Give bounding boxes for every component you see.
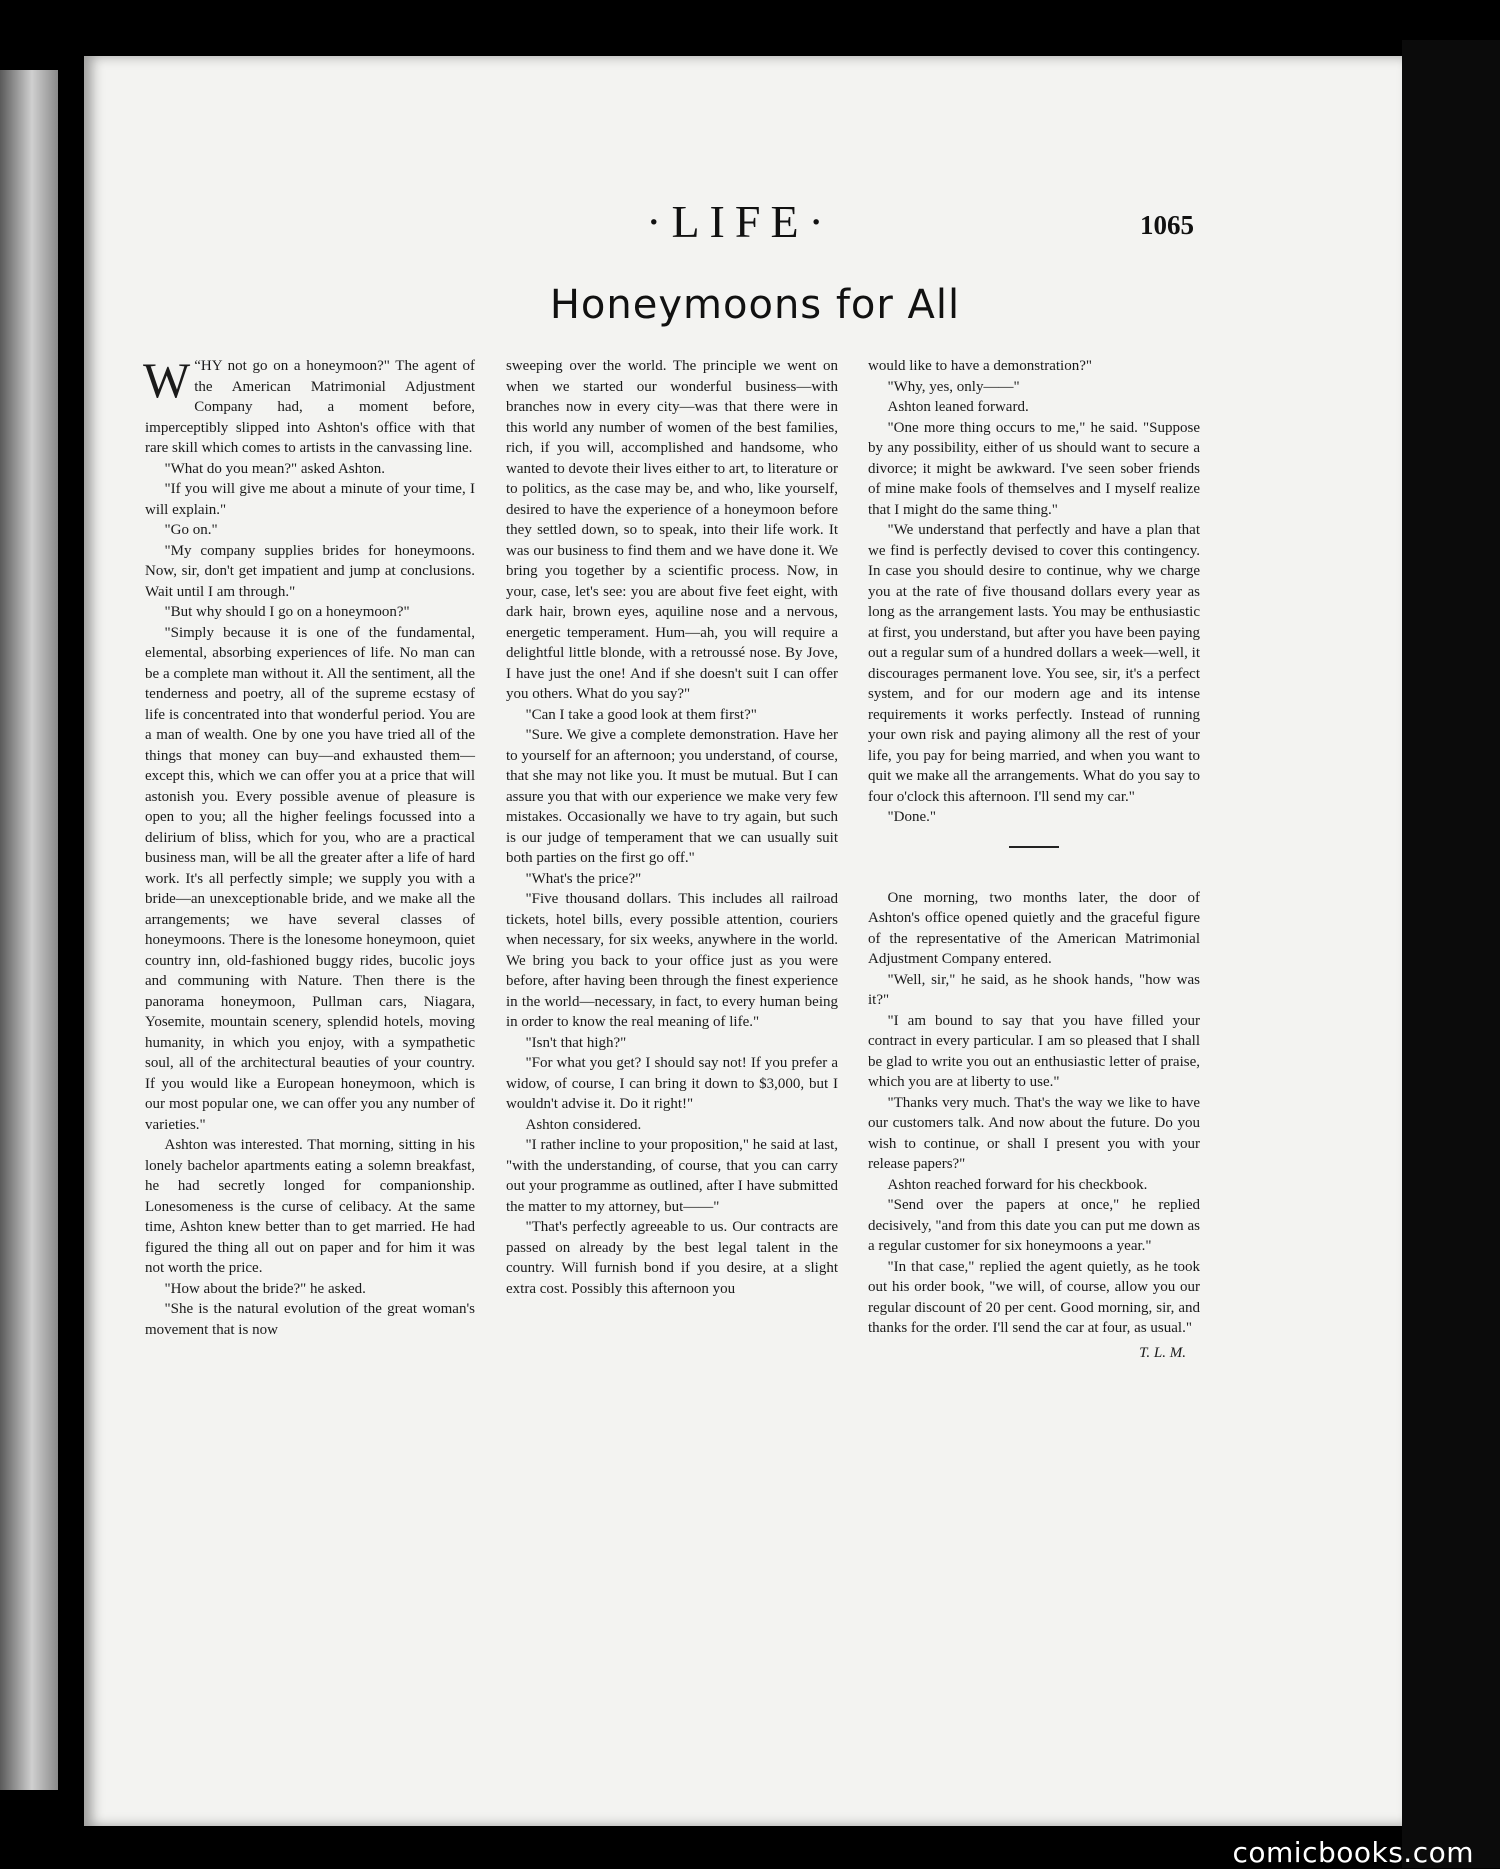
paragraph: "In that case," replied the agent quietly, as he took out his order book, "we will, of course, allow you our regular discount of 20 per cent. Good morning, sir, and thanks for the order. I'll send the car at four, as usual." bbox=[868, 1258, 1200, 1336]
paragraph: "But why should I go on a honeymoon?" bbox=[164, 604, 410, 620]
watermark: comicbooks.com bbox=[1232, 1836, 1474, 1869]
column-3-top bbox=[868, 356, 1200, 828]
column-3-bottom bbox=[868, 888, 1200, 1339]
paragraph: "One more thing occurs to me," he said. "Suppose by any possibility, either of us should want to secure a divorce; it might be awkward. I've seen sober friends of mine make fools of themselves and I myself realize that I might do the same thing." bbox=[868, 419, 1200, 518]
paragraph: "If you will give me about a minute of your time, I will explain." bbox=[145, 481, 475, 518]
paragraph: "I am bound to say that you have filled your contract in every particular. I am so pleased that I shall be glad to write you out an enthusiastic letter of praise, which you are at liberty to use." bbox=[868, 1012, 1200, 1090]
facing-page-edge bbox=[0, 70, 58, 1790]
paragraph: "That's perfectly agreeable to us. Our contracts are passed on already by the best legal talent in the country. Will furnish bond if you desire, at a slight extra cost. Possibly this afternoon you bbox=[506, 1219, 838, 1297]
paragraph: "What's the price?" bbox=[525, 870, 642, 887]
paragraph: "How about the bride?" he asked. bbox=[164, 1280, 366, 1297]
paragraph: Ashton was interested. That morning, sitting in his lonely bachelor apartments eating a solemn breakfast, he had secretly longed for companionship. Lonesomeness is the curse of celibacy. At the same time, Ashton knew better than to get married. He had figured the thing all out on paper and for him it was not worth the price. bbox=[145, 1137, 475, 1276]
paragraph: "Done." bbox=[887, 809, 936, 825]
paragraph: sweeping over the world. The principle we went on when we started our wonderful business—with branches now in every city—was that there were in this world any number of women of the best families, rich, if you will, accomplished and handsome, who wanted to devote their lives either to art, to literature or to politics, as the case may be, and who, like yourself, desired to have the experience of a honeymoon before they settled down, so to speak, into their life work. It was our business to find them and we have done it. We bring you together by a scientific process. Now, in your, case, let's see: you are about five feet eight, with dark hair, brown eyes, aquiline nose and a nervous, energetic temperament. Hum—ah, you will require a delightful little blonde, with a retroussé nose. By Jove, I have just the one! And if she doesn't suit I can offer you others. What do you say?" bbox=[506, 358, 838, 702]
paragraph: "For what you get? I should say not! If you prefer a widow, of course, I can bring it down to $3,000, but I wouldn't advise it. Do it right!" bbox=[506, 1055, 838, 1112]
paragraph: "Can I take a good look at them first?" bbox=[525, 706, 757, 723]
paragraph: "Five thousand dollars. This includes all railroad tickets, hotel bills, every possible attention, couriers when necessary, for six weeks, anywhere in the world. We bring you back to your office just as you were before, after having been through the finest experience in the world—necessary, in fact, to every human being in order to know the real meaning of life." bbox=[506, 891, 838, 1030]
article-column-3 bbox=[868, 356, 1200, 1363]
paragraph: "Thanks very much. That's the way we like to have our customers talk. And now about the future. Do you wish to continue, or shall I present you with your release papers?" bbox=[868, 1094, 1200, 1172]
masthead: ·LIFE· bbox=[646, 196, 834, 247]
paragraph: Ashton leaned forward. bbox=[887, 399, 1029, 415]
paragraph: One morning, two months later, the door of Ashton's office opened quietly and the graceful figure of the representative of the American Matrimonial Adjustment Company entered. bbox=[868, 889, 1200, 967]
paragraph: "I rather incline to your proposition," he said at last, "with the understanding, of course, that you can carry out your programme as outlined, after I have submitted the matter to my attorney, but——" bbox=[506, 1137, 838, 1215]
paragraph: "Sure. We give a complete demonstration. Have her to yourself for an afternoon; you understand, of course, that she may not like you. It must be mutual. But I can assure you that with our experience we make very few mistakes. Occasionally we have to try again, but such is our judge of temperament that we can usually suit both parties on the first go off." bbox=[506, 727, 838, 866]
paragraph: "My company supplies brides for honeymoons. Now, sir, don't get impatient and jump at conclusions. Wait until I am through." bbox=[145, 542, 475, 600]
paragraph: "Why, yes, only——" bbox=[887, 378, 1020, 395]
section-divider bbox=[1009, 846, 1059, 848]
paragraph: "Well, sir," he said, as he shook hands, "how was it?" bbox=[868, 971, 1200, 1008]
drop-cap: W bbox=[143, 352, 191, 408]
paragraph: "Simply because it is one of the fundamental, elemental, absorbing experiences of life. No man can be a complete man without it. All the sentiment, all the tenderness and poetry, all of the supreme ecstasy of life is concentrated into that wonderful period. You are a man of wealth. One by one you have tried all of the things that money can buy—and exhausted them—except this, which we can offer you at a price that will astonish you. Every possible avenue of pleasure is open to you; all the higher feelings focussed into a delirium of bliss, which for you, who are a practical business man, will be all the greater after a life of hard work. It's all perfectly simple; we supply you with a bride—an unexceptionable bride, and we make all the arrangements; we have several classes of honeymoons. There is the lonesome honeymoon, quiet country inn, old-fashioned buggy rides, bucolic joys and communing with Nature. Then there is the panorama honeymoon, Pullman cars, Niagara, Yosemite, mountain scenery, splendid hotels, moving humanity, in which you enjoy, with a sympathetic soul, all of the architectural beauties of your country. If you would like a European honeymoon, which is our most popular one, we can offer you any number of varieties." bbox=[145, 624, 475, 1133]
article-column-2 bbox=[506, 356, 838, 1299]
article-column-1 bbox=[143, 352, 475, 1340]
paragraph: "She is the natural evolution of the great woman's movement that is now bbox=[145, 1301, 475, 1338]
paragraph: Ashton reached forward for his checkbook. bbox=[887, 1176, 1148, 1193]
paragraph: “ W HY not go on a honeymoon?" The agent of the American Matrimonial Adjustment Company had, a moment before, imperceptibly slipped into Ashton's office with that rare skill which comes to artists in the canvassing line. bbox=[143, 352, 475, 456]
paragraph: Ashton considered. bbox=[525, 1116, 642, 1133]
page-number: 1065 bbox=[1140, 210, 1194, 240]
article-title: Honeymoons for All bbox=[549, 282, 961, 328]
paragraph: "Go on." bbox=[164, 522, 218, 538]
paragraph: would like to have a demonstration?" bbox=[868, 358, 1092, 374]
paragraph: "Send over the papers at once," he replied decisively, "and from this date you can put me down as a regular customer for six honeymoons a year." bbox=[868, 1197, 1200, 1254]
author-signature: T. L. M. bbox=[1139, 1344, 1186, 1361]
paragraph: "We understand that perfectly and have a plan that we find is perfectly devised to cover this contingency. In case you should desire to continue, why we charge you at the rate of five thousand dollars every year as long as the arrangement lasts. You may be enthusiastic at first, you understand, but after you have been paying out a regular sum of a hundred dollars a week—well, it discourages permanent love. You see, sir, it's a perfect system, and for our modern age and its intense requirements it works perfectly. Instead of running your own risk and paying alimony all the rest of your life, you pay for being married, and when you want to quit we make all the arrangements. What do you say to four o'clock this afternoon. I'll send my car." bbox=[868, 522, 1200, 805]
paragraph: "Isn't that high?" bbox=[525, 1034, 627, 1051]
paragraph: "What do you mean?" asked Ashton. bbox=[164, 460, 386, 477]
